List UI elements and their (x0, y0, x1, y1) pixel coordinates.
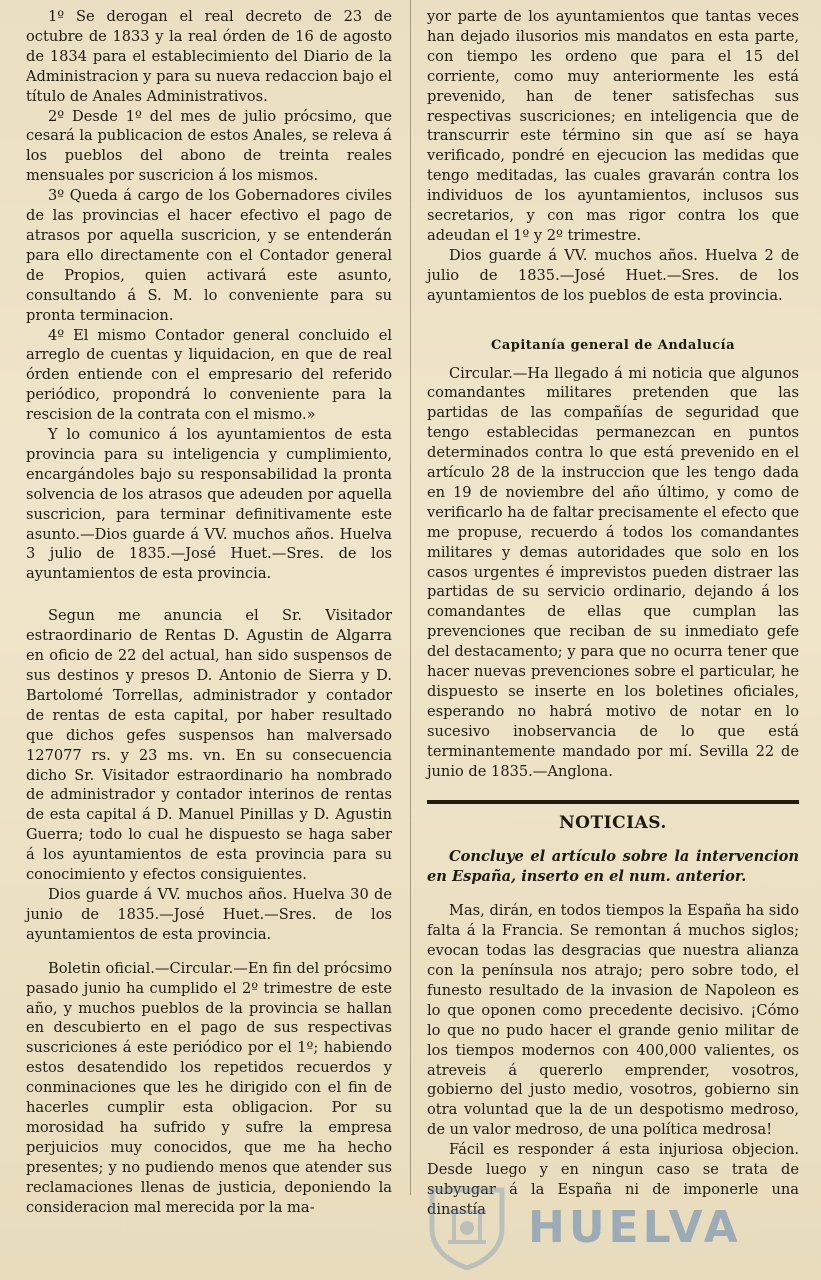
watermark-text: HUELVA (528, 1201, 742, 1253)
noticias-heading: NOTICIAS. (559, 812, 667, 833)
section-rule (427, 800, 799, 804)
noticias-paragraph-1: Mas, dirán, en todos tiempos la España ha sido falta á la Francia. Se remontan á muchos siglos; evocan todas las desgracias que nuestra alianza con la península nos atrajo; pero sobre todo, el funesto resultado de la invasion de Napoleon es lo que oponen como precedente decisivo. ¡Cómo lo que no pudo hacer el grande genio militar de los tiempos modernos con 400,000 valientes, os atreveis á quererlo emprender, vosotros, gobierno del justo medio, vosotros, gobierno sin otra voluntad que la de un despotismo medroso, de un valor medroso, de una política medrosa! (427, 902, 799, 1139)
shield-icon (424, 1184, 510, 1270)
left-column (26, 0, 392, 1217)
comunicado-paragraph: Y lo comunico á los ayuntamientos de esta provincia para su inteligencia y cumplimiento, encargándoles bajo su responsabilidad la pronta solvencia de los atrasos que adeuden por aquella suscricion, para terminar definitivamente este asunto.—Dios guarde á VV. muchos años. Huelva 3 julio de 1835.—José Huet.—Sres. de los ayuntamientos de esta provincia. (26, 426, 392, 583)
column-divider (410, 0, 411, 1195)
huelva-watermark (424, 1184, 744, 1270)
right-column (427, 0, 799, 1220)
article-2: 2º Desde 1º del mes de julio prócsimo, que cesará la publicacion de estos Anales, se releva á los pueblos del abono de treinta reales mensuales por suscricion á los mismos. (26, 107, 392, 185)
visitador-paragraph: Segun me anuncia el Sr. Visitador estraordinario de Rentas D. Agustin de Algarra en oficio de 22 del actual, han sido suspensos de sus destinos y presos D. Antonio de Sierra y D. Bartolomé Torrellas, administrador y contador de rentas de esta capital, por haber resultado que dichos gefes suspensos han malversado 127077 rs. y 23 ms. vn. En su consecuencia dicho Sr. Visitador estraordinario ha nombrado de administrador y contador interinos de rentas de esta capital á D. Manuel Pinillas y D. Agustin Guerra; todo lo cual he dispuesto se haga saber á los ayuntamientos de esta provincia para su conocimiento y efectos consiguientes. (26, 607, 392, 884)
boletin-circular-paragraph: Boletin oficial.—Circular.—En fin del prócsimo pasado junio ha cumplido el 2º trimestre de este año, y muchos pueblos de la provincia se hallan en descubierto en el pago de sus respectivas suscriciones á este periódico por el 1º; habiendo estos desatendido los repetidos recuerdos y conminaciones que les he dirigido con el fin de hacerles cumplir esta obligacion. Por su morosidad ha sufrido y sufre la empresa perjuicios muy conocidos, que me ha hecho presentes; y no pudiendo menos que atender sus reclamaciones llenas de justicia, deponiendo la consideracion mal merecida por la ma- (26, 959, 392, 1216)
circular-paragraph: Circular.—Ha llegado á mi noticia que algunos comandantes militares pretenden que las partidas de las compañías de seguridad que tengo establecidas permanezcan en puntos determinados contra lo que está prevenido en el artículo 28 de la instruccion que les tengo dada en 19 de noviembre del año último, y como de verificarlo ha de faltar precisamente el efecto que me propuse, recuerdo á todos los comandantes militares y demas autoridades que solo en los casos urgentes é imprevistos pueden distraer las partidas de su servicio ordinario, dejando á los comandantes de ellas que cumplan las prevenciones que reciban de su inmediato gefe del destacamento; y para que no ocurra tener que hacer nuevas prevenciones sobre el particular, he dispuesto se inserte en los boletines oficiales, esperando no habrá motivo de notar en lo sucesivo inobservancia de lo que está terminantemente mandado por mí. Sevilla 22 de junio de 1835.—Anglona. (427, 364, 799, 780)
section-heading-capitania: Capitanía general de Andalucía (491, 337, 735, 353)
noticias-paragraph-2: Fácil es responder á esta injuriosa objecion. Desde luego y en ningun caso se trata de subyugar á la España ni de imponerle una dinastía (427, 1141, 799, 1218)
article-4: 4º El mismo Contador general concluido el arreglo de cuentas y liquidacion, en que de real órden entiende con el empresario del referido periódico, propondrá lo conveniente para la rescision de la contrata con el mismo.» (26, 326, 392, 424)
dios-guarde-signature-right: Dios guarde á VV. muchos años. Huelva 2 de julio de 1835.—José Huet.—Sres. de los ayuntamientos de los pueblos de esta provincia. (427, 246, 799, 304)
article-1: 1º Se derogan el real decreto de 23 de octubre de 1833 y la real órden de 16 de agosto de 1834 para el establecimiento del Diario de la Administracion y para su nueva redaccion bajo el título de Anales Administrativos. (26, 8, 392, 105)
noticias-intro: Concluye el artículo sobre la intervencion en España, inserto en el num. anterior. (427, 848, 799, 886)
continuation-paragraph: yor parte de los ayuntamientos que tantas veces han dejado ilusorios mis mandatos en esta parte, con tiempo les ordeno que para el 15 del corriente, como muy anteriormente les está prevenido, han de tener satisfechas sus respectivas suscriciones; en inteligencia que de transcurrir este término sin que así se haya verificado, pondré en ejecucion las medidas que tengo meditadas, las cuales gravarán contra los individuos de los ayuntamientos, inclusos sus secretarios, y con mas rigor contra los que adeudan el 1º y 2º trimestre. (427, 8, 799, 244)
article-3: 3º Queda á cargo de los Gobernadores civiles de las provincias el hacer efectivo el pago de atrasos por aquella suscricion, y se entenderán para ello directamente con el Contador general de Propios, quien activará este asunto, consultando á S. M. lo conveniente para su pronta terminacion. (26, 187, 392, 324)
dios-guarde-signature: Dios guarde á VV. muchos años. Huelva 30 de junio de 1835.—José Huet.—Sres. de los ayuntamientos de esta provincia. (26, 885, 392, 943)
